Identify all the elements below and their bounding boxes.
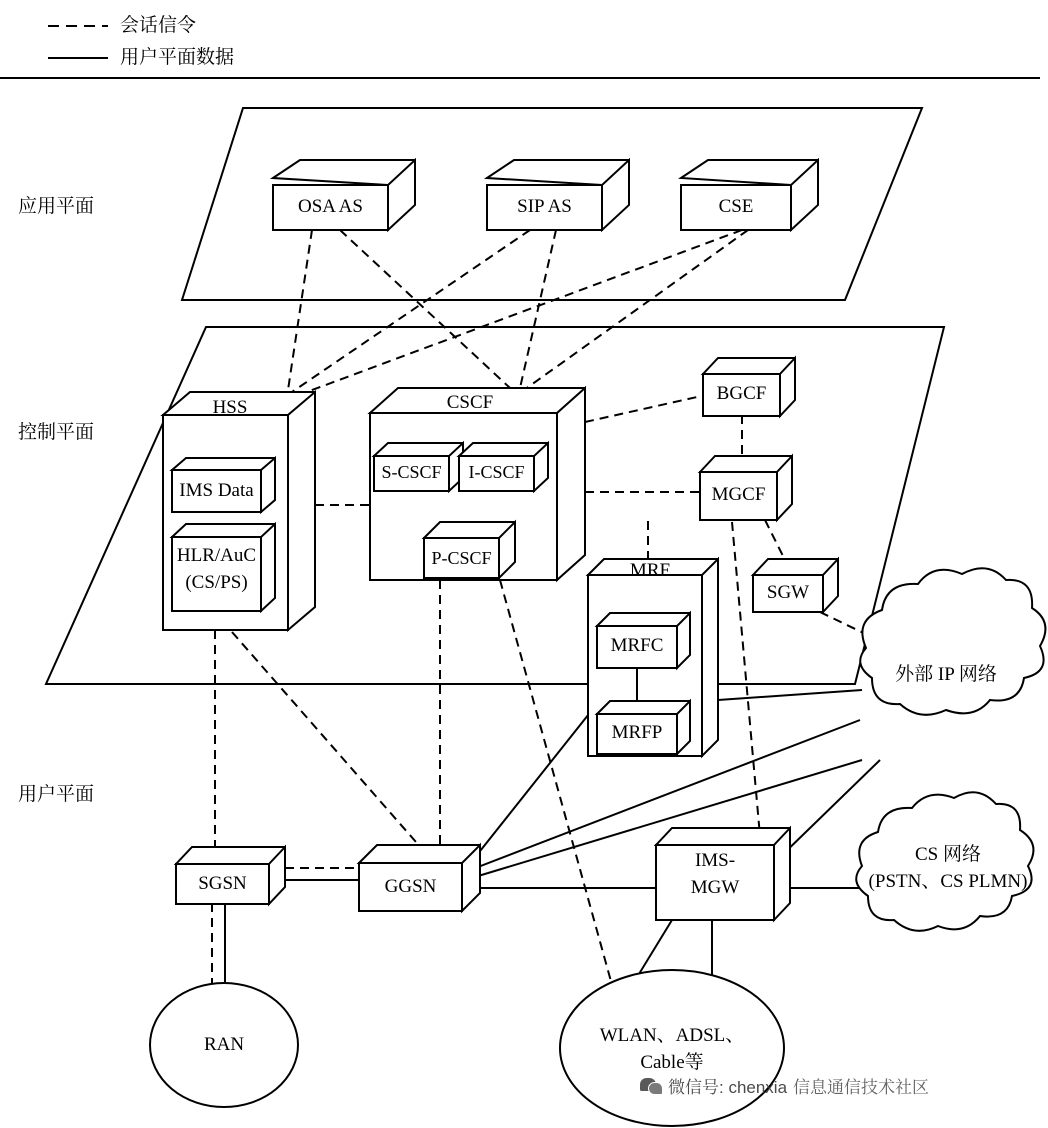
legend-item-user-plane-data: 用户平面数据 xyxy=(120,47,235,68)
node-label-ggsn: GGSN xyxy=(384,876,437,897)
node-label-ims-data: IMS Data xyxy=(179,480,254,501)
node-cse-shape xyxy=(681,160,818,230)
link-cscf-bgcf xyxy=(585,395,706,422)
node-label-p-cscf: P-CSCF xyxy=(431,548,492,568)
node-label-mgcf: MGCF xyxy=(711,484,766,505)
link-mrfp-extip xyxy=(718,690,862,700)
watermark-text-primary: 微信号: chenxia xyxy=(668,1078,788,1097)
node-label-mrfp: MRFP xyxy=(611,722,663,743)
legend-item-session-signaling: 会话信令 xyxy=(120,15,197,36)
node-access-shape xyxy=(560,970,784,1126)
node-label-cse: CSE xyxy=(718,196,754,217)
link-osaas-cscf xyxy=(340,230,510,388)
node-label-ims-mgw-line2: MGW xyxy=(690,877,740,898)
node-label-i-cscf: I-CSCF xyxy=(468,462,525,482)
node-external-ip-cloud-shape xyxy=(860,568,1045,715)
node-osa-as-shape xyxy=(273,160,415,230)
node-label-sgw: SGW xyxy=(766,582,810,603)
link-mgcf-imsmgw xyxy=(732,522,760,836)
node-label-sip-as: SIP AS xyxy=(517,196,572,217)
node-label-mrfc: MRFC xyxy=(610,635,664,656)
node-label-s-cscf: S-CSCF xyxy=(381,462,442,482)
wechat-icon xyxy=(640,1076,662,1095)
node-label-cscf: CSCF xyxy=(446,392,494,413)
node-label-hlr-auc-line1: HLR/AuC xyxy=(176,545,257,566)
node-label-bgcf: BGCF xyxy=(716,383,767,404)
node-label-ims-mgw-line1: IMS- xyxy=(694,850,736,871)
link-hss-ggsn xyxy=(232,632,430,858)
node-label-access-line1: WLAN、ADSL、 xyxy=(599,1025,745,1046)
watermark-text-secondary: 信息通信技术社区 xyxy=(793,1078,930,1097)
node-label-mrf: MRF xyxy=(629,560,671,581)
watermark xyxy=(640,1073,929,1098)
node-label-osa-as: OSA AS xyxy=(298,196,363,217)
node-label-sgsn: SGSN xyxy=(198,873,247,894)
plane-label-user: 用户平面 xyxy=(18,784,95,805)
node-label-hlr-auc-line2: (CS/PS) xyxy=(185,572,248,593)
node-label-external-ip: 外部 IP 网络 xyxy=(895,664,997,685)
plane-label-application: 应用平面 xyxy=(18,196,95,217)
link-sipas-cscf xyxy=(520,230,556,388)
link-sipas-hss xyxy=(292,230,530,392)
node-label-cs-network-line1: CS 网络 xyxy=(915,844,981,865)
node-sip-as-shape xyxy=(487,160,629,230)
plane-label-control: 控制平面 xyxy=(18,422,95,443)
link-osaas-hss xyxy=(288,230,312,390)
node-hlr-auc-shape xyxy=(172,524,275,611)
link-cse-hss xyxy=(296,230,742,396)
node-label-hss: HSS xyxy=(212,397,248,418)
node-ims-mgw-shape xyxy=(656,828,790,920)
node-label-access-line2: Cable等 xyxy=(640,1052,704,1073)
node-label-ran: RAN xyxy=(203,1034,245,1055)
node-label-cs-network-line2: (PSTN、CS PLMN) xyxy=(868,871,1028,892)
